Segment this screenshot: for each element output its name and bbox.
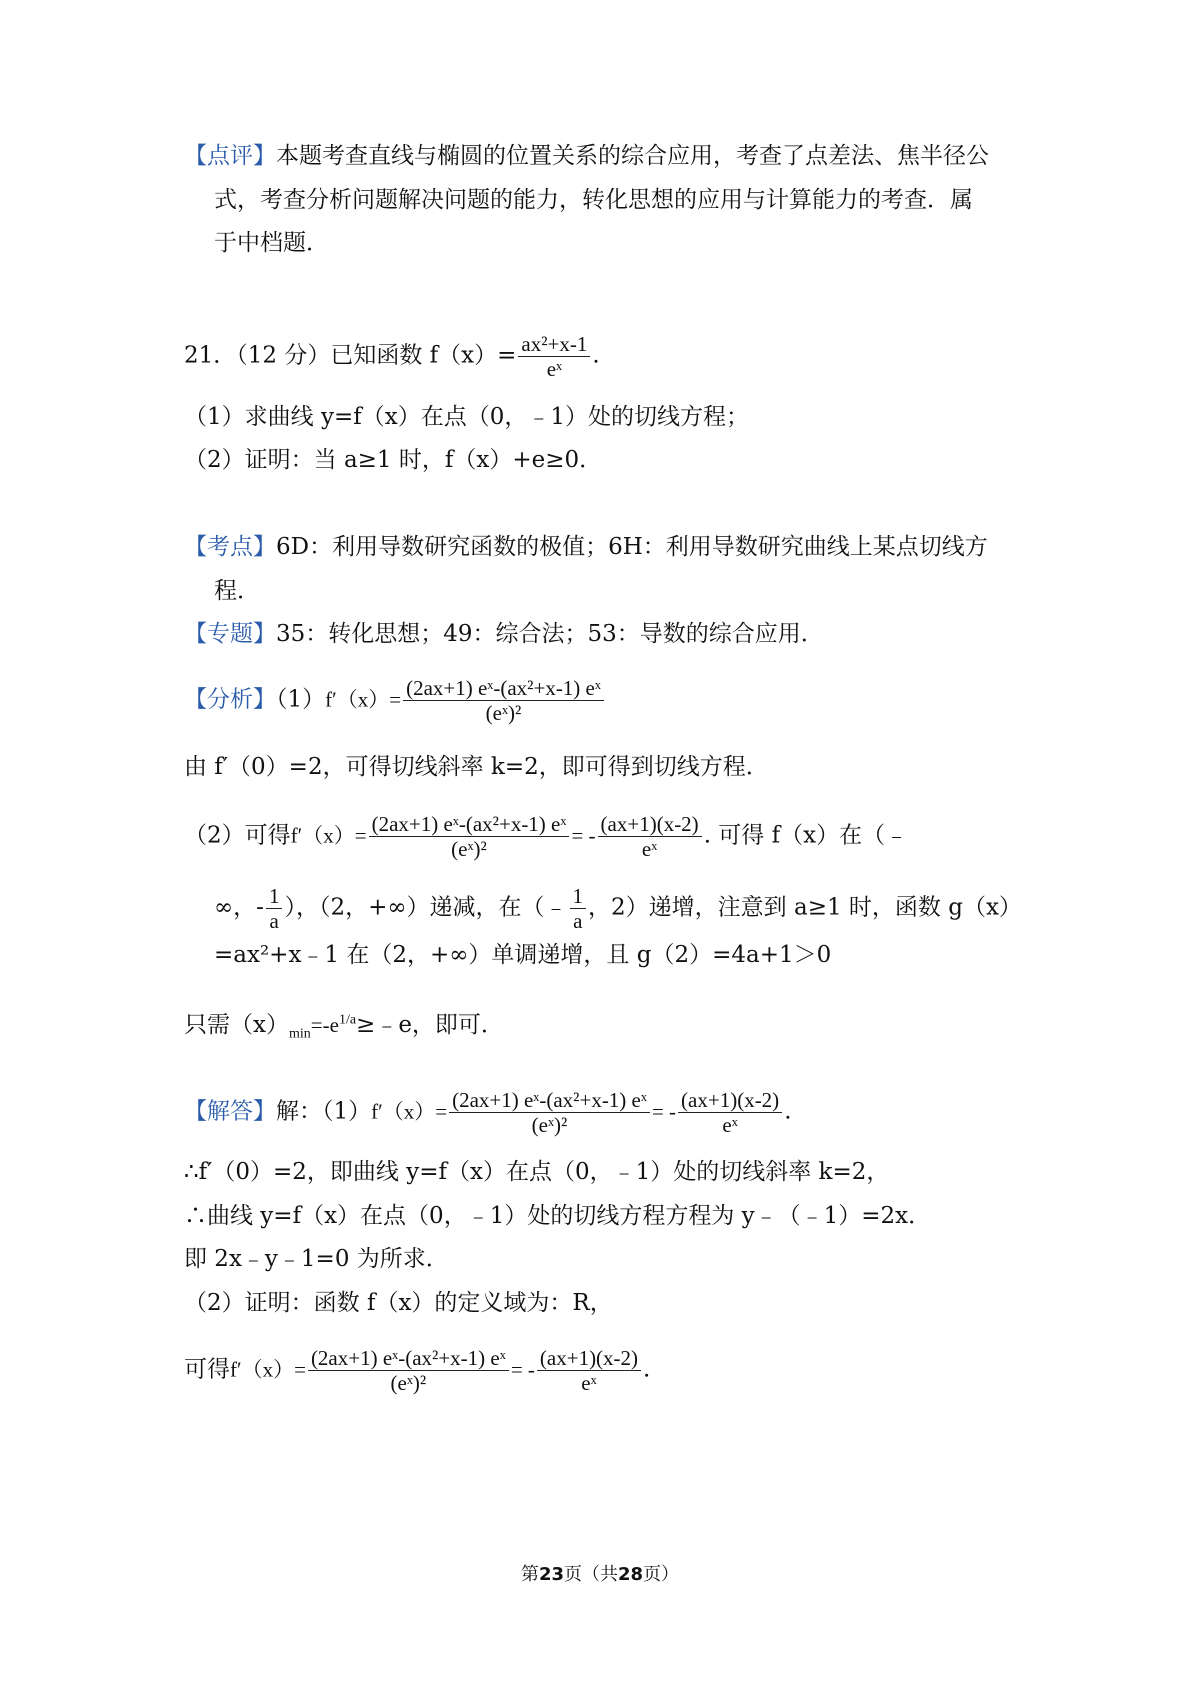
page-total: 28	[618, 1564, 644, 1585]
dianping-line-3: 于中档题．	[214, 230, 329, 256]
derivative-fraction: $\frac{\text{(2ax+1) eˣ-(ax²+x-1) eˣ}}{\text{(eˣ)²}}$	[449, 1088, 650, 1137]
kaodian-tag: 【考点】	[184, 534, 276, 560]
jieda-line-5: （2）证明：函数 f（x）的定义域为：R，	[184, 1290, 613, 1316]
jieda-line-2: ∴f′（0）=2，即曲线 y=f（x）在点（0，﹣1）处的切线斜率 k=2，	[184, 1159, 890, 1185]
fenxi-line-2: 由 f′（0）=2，可得切线斜率 k=2，即可得到切线方程．	[184, 754, 769, 780]
dianping-line-2: 式，考查分析问题解决问题的能力，转化思想的应用与计算能力的考查．属	[214, 187, 973, 213]
jieda-line-4: 即 2x﹣y﹣1=0 为所求．	[184, 1246, 449, 1272]
page-footer: 第23页（共28页）	[520, 1564, 680, 1585]
factored-fraction: $\frac{(ax+1)(x-2)}{\text{eˣ}}$	[537, 1346, 641, 1395]
kaodian-line-2: 程．	[214, 578, 260, 604]
problem-stem: 21．（12 分）已知函数 f（x）= $\frac{\text{ax²+x-1}}{\text{eˣ}}$ .	[184, 332, 600, 381]
problem-part-2: （2）证明：当 a≥1 时，f（x）+e≥0．	[184, 447, 603, 473]
fenxi-line-3: （2）可得f′（x）= $\frac{\text{(2ax+1) eˣ-(ax²+x-1) eˣ}}{\text{(eˣ)²}}$ = - $\frac{(ax+1)(x-2)}{\text{eˣ}}$ . 可得 f（x）在（﹣	[184, 812, 909, 861]
factored-fraction: $\frac{(ax+1)(x-2)}{\text{eˣ}}$	[598, 812, 702, 861]
derivative-fraction: $\frac{\text{(2ax+1) eˣ-(ax²+x-1) eˣ}}{\text{(eˣ)²}}$	[403, 676, 604, 725]
jieda-tag: 【解答】	[184, 1098, 276, 1125]
fenxi-line-6: 只需$(x)_{min}=-e^{1/a}\ge﹣e$，即可．	[184, 1012, 504, 1042]
fenxi-line-5: =ax²+x﹣1 在（2，+∞）单调递增，且 g（2）=4a+1＞0	[214, 942, 832, 968]
jieda-line-3: ∴曲线 y=f（x）在点（0，﹣1）处的切线方程方程为 y﹣（﹣1）=2x．	[184, 1203, 932, 1229]
fenxi-tag: 【分析】	[184, 686, 276, 713]
kaodian-line-1: 【考点】6D：利用导数研究函数的极值；6H：利用导数研究曲线上某点切线方	[184, 534, 988, 560]
jieda-line-1: 【解答】解：（1）f′（x）= $\frac{\text{(2ax+1) eˣ-(ax²+x-1) eˣ}}{\text{(eˣ)²}}$ = - $\frac{(ax+1)(x-2)}{\text{eˣ}}$ .	[184, 1088, 792, 1137]
factored-fraction: $\frac{(ax+1)(x-2)}{\text{eˣ}}$	[678, 1088, 782, 1137]
zhuanti-tag: 【专题】	[184, 621, 276, 647]
zhuanti-line: 【专题】35：转化思想；49：综合法；53：导数的综合应用．	[184, 621, 824, 647]
one-over-a-fraction: $\frac{1}{a}$	[570, 884, 587, 933]
derivative-fraction: $\frac{\text{(2ax+1) eˣ-(ax²+x-1) eˣ}}{\text{(eˣ)²}}$	[369, 812, 570, 861]
one-over-a-fraction: $\frac{1}{a}$	[266, 884, 283, 933]
fenxi-line-4: ∞，- $\frac{1}{a}$ ），（2，+∞）递减，在（﹣ $\frac{1}{a}$ ，2）递增，注意到 a≥1 时，函数 g（x）	[214, 884, 1022, 933]
page-number: 23	[538, 1564, 564, 1585]
fenxi-line-1: 【分析】（1）f′（x）= $\frac{\text{(2ax+1) eˣ-(ax²+x-1) eˣ}}{\text{(eˣ)²}}$	[184, 676, 606, 725]
function-fraction: $\frac{\text{ax²+x-1}}{\text{eˣ}}$	[518, 332, 590, 381]
derivative-fraction: $\frac{\text{(2ax+1) eˣ-(ax²+x-1) eˣ}}{\text{(eˣ)²}}$	[308, 1346, 509, 1395]
dianping-line-1: 【点评】本题考查直线与椭圆的位置关系的综合应用，考查了点差法、焦半径公	[184, 143, 989, 169]
jieda-line-6: 可得f′（x）= $\frac{\text{(2ax+1) eˣ-(ax²+x-1) eˣ}}{\text{(eˣ)²}}$ = - $\frac{(ax+1)(x-2)}{\text{eˣ}}$ .	[184, 1346, 651, 1395]
dianping-tag: 【点评】	[184, 143, 276, 169]
problem-part-1: （1）求曲线 y=f（x）在点（0，﹣1）处的切线方程；	[184, 404, 749, 430]
